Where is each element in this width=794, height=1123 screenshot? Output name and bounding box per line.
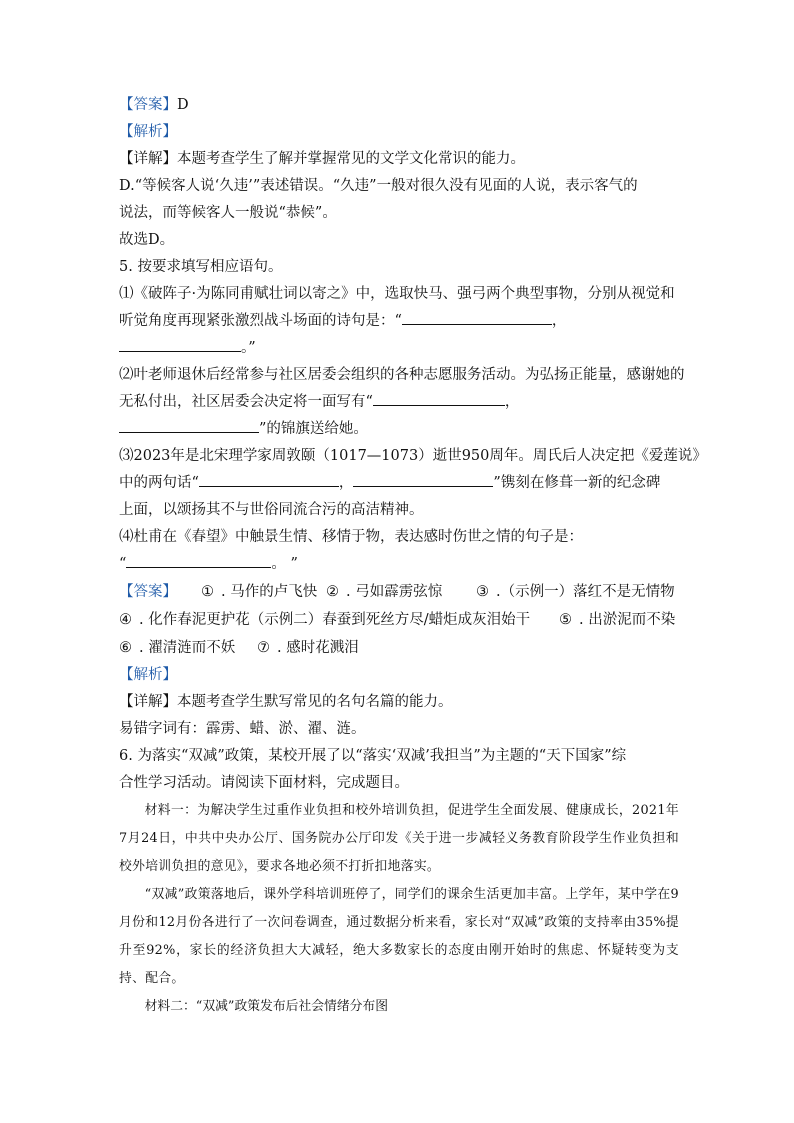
q5-part2-end: ”的锦旗送给她。 [259,421,368,437]
q5-part3-suffix: ”镌刻在修葺一新的纪念碑 [493,475,661,491]
q5-part2-line2 [119,389,679,416]
q5-part3-mid: ， [338,475,354,491]
q4-explanation-line-1: D.“等候客人说‘久违’”表述错误。“久违”一般对很久没有见面的人说，表示客气的 [119,178,638,194]
q4-explanation-line-2: 说法，而等候客人一般说“恭候”。 [119,205,337,221]
q5-part4-prefix: “ [119,556,127,572]
q5-part1-sep: ， [551,313,567,329]
material-two-title: 材料二：“双减”政策发布后社会情绪分布图 [144,999,389,1014]
answer-tag: 【答案】 [119,584,177,600]
answer-item: ② . 弓如霹雳弦惊 [326,584,443,600]
q5-part1-line1: ⑴《破阵子·为陈同甫赋壮词以寄之》中，选取快马、强弓两个典型事物，分别从视觉和 [119,286,675,302]
answer-item: ① . 马作的卢飞快 [201,584,318,600]
q5-answers-row-1 [119,578,679,606]
q5-part1-end: 。” [241,340,256,356]
q5-answers-row-2 [119,606,679,634]
q4-conclusion: 故选D。 [119,232,175,248]
answer-item: ⑦ . 感时花溅泪 [257,640,359,656]
answer-item: ③ .（示例一）落红不是无情物 [476,584,675,600]
q5-part4-end: 。 ” [271,556,298,572]
detail-text: 本题考查学生了解并掌握常见的文学文化常识的能力。 [177,151,525,167]
q5-part3-line2 [119,470,679,497]
q5-analysis-line [119,662,679,689]
q5-part4-line1: ⑷杜甫在《春望》中触景生情、移情于物，表达感时伤世之情的句子是： [119,529,583,545]
answer-value: D [177,97,189,113]
fill-blank[interactable] [373,391,505,406]
q4-detail-line [119,146,679,173]
q5-part3-line1: ⑶2023年是北宋理学家周敦颐（1017—1073）逝世950周年。周氏后人决定把《爱莲说》 [119,448,707,464]
fill-blank[interactable] [199,472,339,487]
q5-part2-prefix: 无私付出，社区居委会决定将一面写有“ [119,394,373,410]
fill-blank[interactable] [119,418,259,433]
q5-part4-line2 [119,551,679,578]
q5-answers-row-3 [119,634,679,662]
q4-analysis-line [119,119,679,146]
document-page [119,92,707,1021]
detail-text: 本题考查学生默写常见的名句名篇的能力。 [177,694,453,710]
answer-item: ⑥ . 濯清涟而不妖 [119,640,236,656]
fill-blank[interactable] [353,472,493,487]
analysis-tag: 【解析】 [119,667,177,683]
q6-line2: 合性学习活动。请阅读下面材料，完成题目。 [119,775,409,791]
q5-part3-line3: 上面，以颂扬其不与世俗同流合污的高洁精神。 [119,502,424,518]
q5-part1-prefix: 听觉角度再现紧张激烈战斗场面的诗句是：“ [119,313,402,329]
fill-blank[interactable] [126,553,271,568]
q5-errors-line: 易错字词有：霹雳、蜡、淤、濯、涟。 [119,721,366,737]
q5-title: 5. 按要求填写相应语句。 [119,259,283,275]
analysis-tag: 【解析】 [119,124,177,140]
material-one-paragraph: 材料一：为解决学生过重作业负担和校外培训负担，促进学生全面发展、健康成长，2021年7月24日，中共中央办公厅、国务院办公厅印发《关于进一步减轻义务教育阶段学生作业负担和校外培训负担的意见》，要求各地必须不打折扣地落实。 [119,803,679,874]
detail-tag: 【详解】 [119,151,177,167]
fill-blank[interactable] [119,337,241,352]
q5-part3-prefix: 中的两句话“ [119,475,199,491]
answer-item: ④ . 化作春泥更护花（示例二）春蚕到死丝方尽/蜡炬成灰泪始干 [119,612,531,628]
fill-blank[interactable] [402,310,552,325]
q6-line1: 6. 为落实“双减”政策，某校开展了以“落实‘双减’我担当”为主题的“天下国家”综 [119,748,627,764]
q5-part2-line3 [119,416,679,443]
q5-part1-line3 [119,335,679,362]
detail-tag: 【详解】 [119,694,177,710]
answer-tag: 【答案】 [119,97,177,113]
q5-detail-line [119,689,679,716]
q5-part2-line1: ⑵叶老师退休后经常参与社区居委会组织的各种志愿服务活动。为弘扬正能量，感谢她的 [119,367,685,383]
q4-answer-line [119,92,679,119]
material-one-paragraph-2: “双减”政策落地后，课外学科培训班停了，同学们的课余生活更加丰富。上学年，某中学在9月份和12月份各进行了一次问卷调查，通过数据分析来看，家长对“双减”政策的支持率由35%提升至92%，家长的经济负担大大减轻，绝大多数家长的态度由刚开始时的焦虑、怀疑转变为支持、配合。 [119,887,679,986]
q5-part2-sep: ， [504,394,520,410]
answer-item: ⑤ . 出淤泥而不染 [559,612,676,628]
q5-part1-line2 [119,308,679,335]
